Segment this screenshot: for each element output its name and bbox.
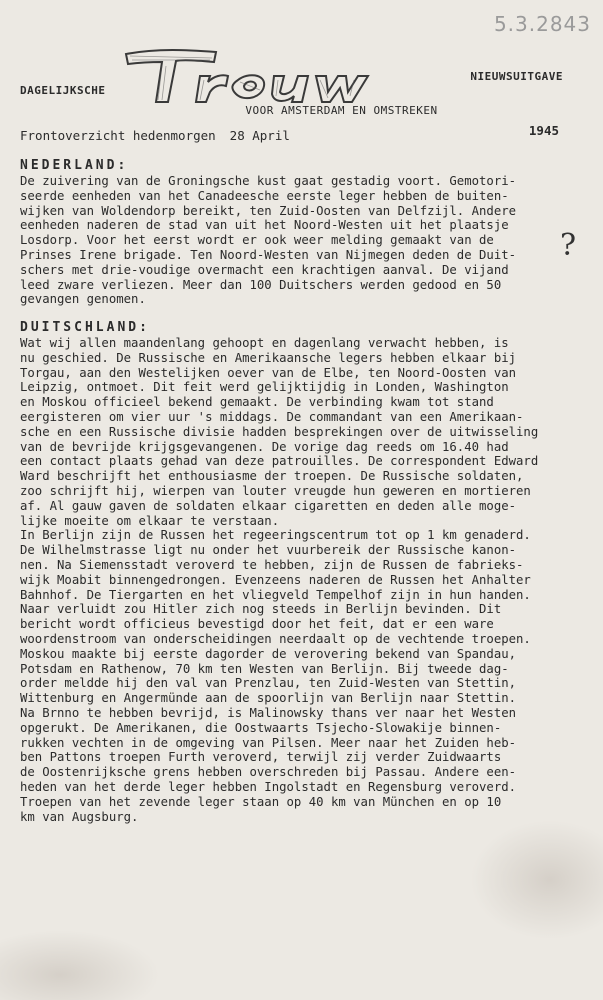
text-line: rukken vechten in de omgeving van Pilsen. Meer naar het Zuiden heb- xyxy=(20,735,517,750)
text-line: Torgau, aan den Westelijken oever van de Elbe, ten Noord-Oosten van xyxy=(20,365,517,380)
text-line: sche en een Russische divisie hadden besprekingen over de uitwisseling xyxy=(20,424,539,439)
text-line: en Moskou officieel bekend gemaakt. De verbinding kwam tot stand xyxy=(20,395,494,410)
text-line: De zuivering van de Groningsche kust gaat gestadig voort. Gemotori- xyxy=(20,174,517,188)
text-line: zoo schrijft hij, wierpen van louter vreugde hun geweren en mortieren xyxy=(20,483,531,498)
text-line: In Berlijn zijn de Russen het regeeringscentrum tot op 1 km genaderd. xyxy=(20,528,531,543)
text-line: ben Pattons troepen Furth veroverd, terwijl zij verder Zuidwaarts xyxy=(20,750,502,765)
text-line: lijke moeite om elkaar te verstaan. xyxy=(20,513,280,528)
text-line: woordenstroom van onderscheidingen neerdaalt op de vechtende troepen. xyxy=(20,631,531,646)
front-overview-date: 28 April xyxy=(229,128,290,143)
section-body-duitschland xyxy=(20,336,580,824)
front-overview-label: Frontoverzicht hedenmorgen xyxy=(20,128,216,143)
header-right-label: NIEUWSUITGAVE xyxy=(470,70,563,83)
text-line: nu geschied. De Russische en Amerikaansche legers hebben elkaar bij xyxy=(20,350,517,365)
text-line: een contact plaats gehad van deze patrouilles. De correspondent Edward xyxy=(20,454,539,469)
masthead-subtitle xyxy=(0,104,603,117)
section-title-duitschland: DUITSCHLAND: xyxy=(20,320,150,335)
text-line: Wat wij allen maandenlang gehoopt en dagenlang verwacht hebben, is xyxy=(20,336,509,350)
text-line: gevangen genomen. xyxy=(20,292,146,307)
masthead-logo-drawing xyxy=(118,40,418,110)
text-line: schers met drie-voudige overmacht een krachtigen aanval. De vijand xyxy=(20,262,509,277)
text-line: eergisteren om vier uur 's middags. De commandant van een Amerikaan- xyxy=(20,409,524,424)
archive-number: 5.3.2843 xyxy=(493,12,591,36)
text-line: heden van het derde leger hebben Ingolstadt en Regensburg veroverd. xyxy=(20,779,517,794)
front-overview-line xyxy=(20,128,290,143)
text-line: leed zware verliezen. Meer dan 100 Duitschers werden gedood en 50 xyxy=(20,277,502,292)
text-line: de Oostenrijksche grens hebben overschreden bij Passau. Andere een- xyxy=(20,765,517,780)
masthead-subtitle-text: VOOR AMSTERDAM EN OMSTREKEN xyxy=(245,104,438,117)
paper-stain xyxy=(470,820,603,940)
text-line: Prinses Irene brigade. Ten Noord-Westen van Nijmegen deden de Duit- xyxy=(20,247,517,262)
text-line: Moskou maakte bij eerste dagorder de verovering bekend van Spandau, xyxy=(20,646,517,661)
text-line: Naar verluidt zou Hitler zich nog steeds in Berlijn bevinden. Dit xyxy=(20,602,502,617)
text-line: De Wilhelmstrasse ligt nu onder het vuurbereik der Russische kanon- xyxy=(20,543,517,558)
section-body-nederland xyxy=(20,174,580,307)
text-line: eenheden naderen de stad van uit het Noord-Westen uit het plaatsje xyxy=(20,218,509,233)
masthead-logo xyxy=(118,40,418,110)
text-line: Potsdam en Rathenow, 70 km ten Westen van Berlijn. Bij tweede dag- xyxy=(20,661,509,676)
text-line: nen. Na Siemensstadt veroverd te hebben, zijn de Russen de fabrieks- xyxy=(20,557,524,572)
text-line: opgerukt. De Amerikanen, die Oostwaarts Tsjecho-Slowakije binnen- xyxy=(20,720,502,735)
text-line: van de bevrijde krijgsgevangenen. De vorige dag reeds om 16.40 had xyxy=(20,439,509,454)
text-line: Bahnhof. De Tiergarten en het vliegveld Tempelhof zijn in hun handen. xyxy=(20,587,531,602)
handwritten-question-mark: ? xyxy=(560,228,577,263)
text-line: af. Al gauw gaven de soldaten elkaar cigaretten en deden alle moge- xyxy=(20,498,517,513)
text-line: km van Augsburg. xyxy=(20,809,139,824)
header-left-label: DAGELIJKSCHE xyxy=(20,84,106,97)
text-line: bericht wordt officieus bevestigd door het feit, dat er een ware xyxy=(20,617,494,632)
section-title-nederland: NEDERLAND: xyxy=(20,158,129,173)
text-line: Na Brnno te hebben bevrijd, is Malinowsky thans ver naar het Westen xyxy=(20,705,517,720)
text-line: Troepen van het zevende leger staan op 40 km van München en op 10 xyxy=(20,794,502,809)
text-line: wijk Moabit binnengedrongen. Evenzeens naderen de Russen het Anhalter xyxy=(20,572,531,587)
publication-year: 1945 xyxy=(528,123,559,138)
text-line: Leipzig, ontmoet. Dit feit werd gelijktijdig in Londen, Washington xyxy=(20,380,509,395)
text-line: Wittenburg en Angermünde aan de spoorlijn van Berlijn naar Stettin. xyxy=(20,691,517,706)
text-line: seerde eenheden van het Canadeesche eerste leger hebben de buiten- xyxy=(20,188,509,203)
text-line: Ward beschrijft het enthousiasme der troepen. De Russische soldaten, xyxy=(20,469,524,484)
paper-stain xyxy=(0,930,160,1000)
text-line: order meldde hij den val van Prenzlau, ten Zuid-Westen van Stettin, xyxy=(20,676,517,691)
text-line: wijken van Woldendorp bereikt, ten Zuid-Oosten van Delfzijl. Andere xyxy=(20,203,517,218)
text-line: Losdorp. Voor het eerst wordt er ook weer melding gemaakt van de xyxy=(20,233,494,248)
